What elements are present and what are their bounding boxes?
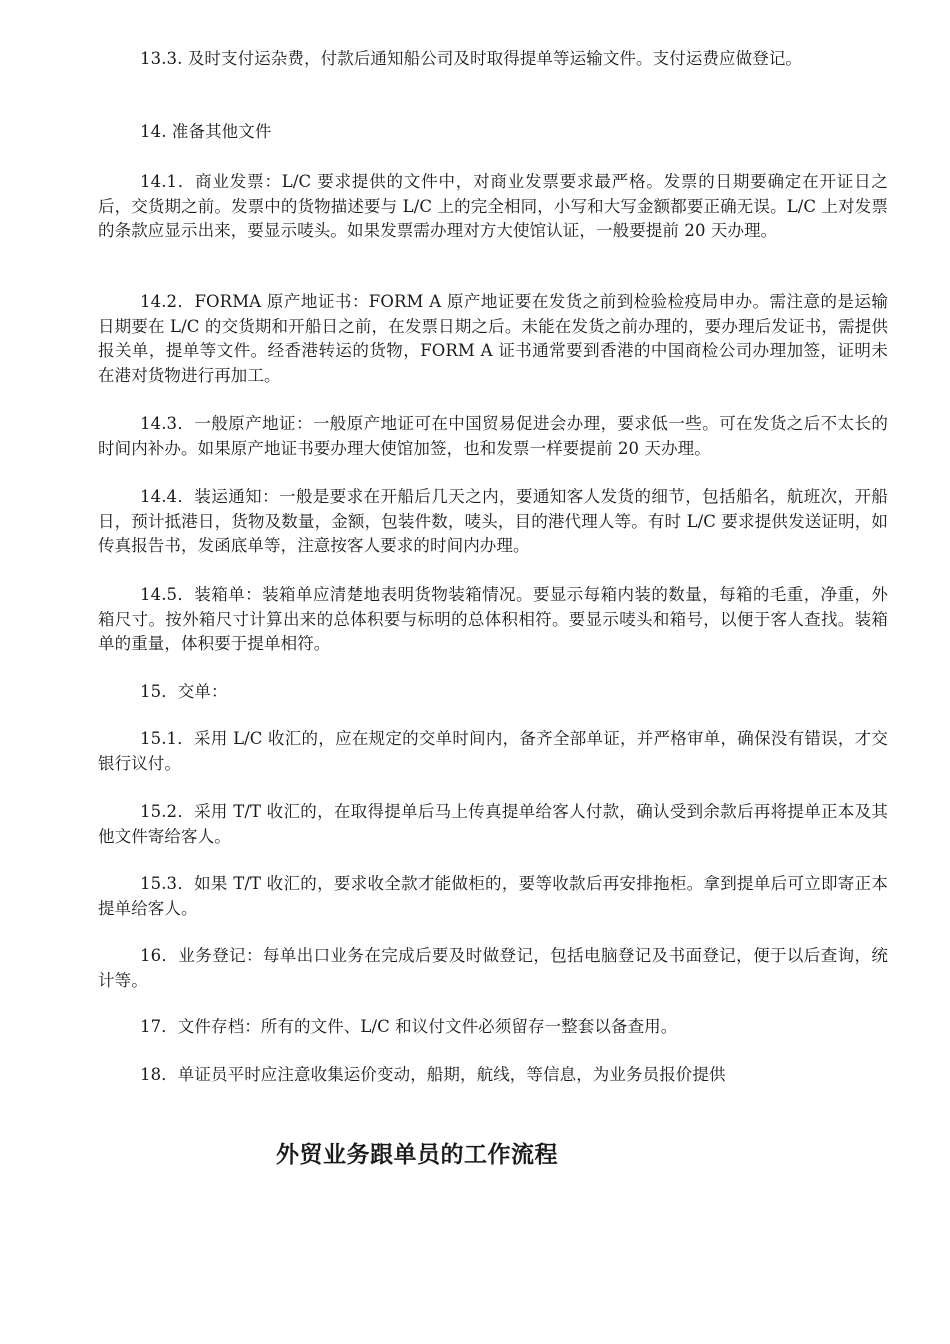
paragraph-14-3: 14.3．一般原产地证：一般原产地证可在中国贸易促进会办理，要求低一些。可在发货之后不太长的时间内补办。如果原产地证书要办理大使馆加签，也和发票一样要提前 20 天办理。	[98, 414, 888, 458]
paragraph-14-4: 14.4．装运通知：一般是要求在开船后几天之内，要通知客人发货的细节，包括船名，航班次，开船日，预计抵港日，货物及数量，金额，包装件数，唛头，目的港代理人等。有时 L/C 要求提供发送证明，如传真报告书，发函底单等，注意按客人要求的时间内办理。	[98, 487, 888, 555]
paragraph-14-1: 14.1．商业发票：L/C 要求提供的文件中，对商业发票要求最严格。发票的日期要确定在开证日之后，交货期之前。发票中的货物描述要与 L/C 上的完全相同，小写和大写金额都要正确无误。L/C 上对发票的条款应显示出来，要显示唛头。如果发票需办理对方大使馆认证，一般要提前 20 天办理。	[98, 172, 888, 240]
paragraph-15-2: 15.2．采用 T/T 收汇的，在取得提单后马上传真提单给客人付款，确认受到余款后再将提单正本及其他文件寄给客人。	[98, 802, 888, 846]
paragraph-15-heading: 15．交单：	[140, 682, 228, 701]
paragraph-15-3: 15.3．如果 T/T 收汇的，要求收全款才能做柜的，要等收款后再安排拖柜。拿到提单后可立即寄正本提单给客人。	[98, 874, 888, 918]
paragraph-15-1: 15.1．采用 L/C 收汇的，应在规定的交单时间内，备齐全部单证，并严格审单，确保没有错误，才交银行议付。	[98, 729, 888, 773]
paragraph-14-2: 14.2．FORMA 原产地证书：FORM A 原产地证要在发货之前到检验检疫局申办。需注意的是运输日期要在 L/C 的交货期和开船日之前，在发票日期之后。未能在发货之前办理的，要办理后发证书，需提供报关单，提单等文件。经香港转运的货物，FORM A 证书通常要到香港的中国商检公司办理加签，证明未在港对货物进行再加工。	[98, 292, 888, 385]
paragraph-14-heading: 14. 准备其他文件	[140, 122, 272, 141]
paragraph-13-3: 13.3. 及时支付运杂费，付款后通知船公司及时取得提单等运输文件。支付运费应做登记。	[140, 49, 803, 68]
paragraph-16: 16．业务登记：每单出口业务在完成后要及时做登记，包括电脑登记及书面登记，便于以后查询，统计等。	[98, 946, 888, 990]
paragraph-14-5: 14.5．装箱单：装箱单应清楚地表明货物装箱情况。要显示每箱内装的数量，每箱的毛重，净重，外箱尺寸。按外箱尺寸计算出来的总体积要与标明的总体积相符。要显示唛头和箱号，以便于客人查找。装箱单的重量，体积要于提单相符。	[98, 585, 888, 653]
section-title: 外贸业务跟单员的工作流程	[276, 1141, 558, 1168]
paragraph-18: 18．单证员平时应注意收集运价变动，船期，航线，等信息，为业务员报价提供	[140, 1065, 726, 1084]
paragraph-17: 17．文件存档：所有的文件、L/C 和议付文件必须留存一整套以备查用。	[140, 1017, 678, 1036]
